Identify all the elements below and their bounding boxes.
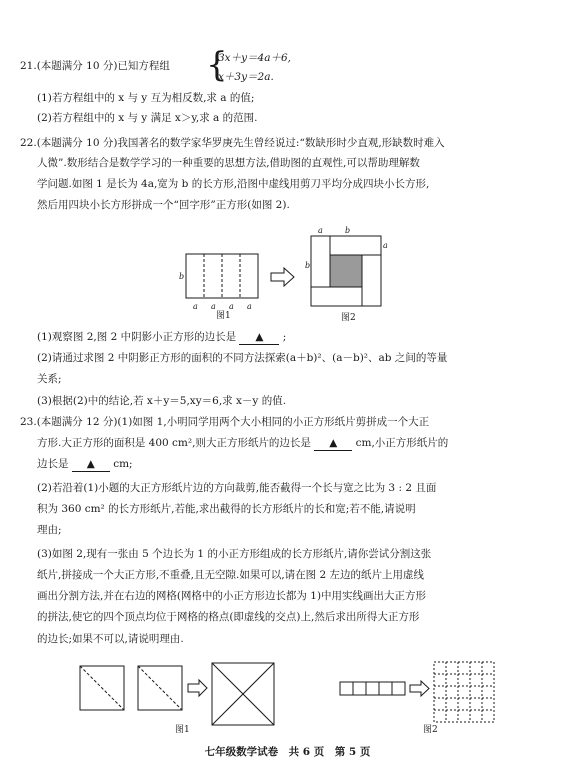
q23-fig2-grid	[434, 662, 494, 722]
q21-part2: (2)若方程组中的 x 与 y 满足 x＞y,求 a 的范围.	[37, 112, 258, 124]
q22-fig1-label-b: b	[179, 272, 185, 281]
q22-fig1-caption: 图1	[216, 311, 231, 321]
q23-fig2-strip	[340, 682, 405, 695]
q23-line10: 的拼法,使它的四个顶点均位于网格的格点(即虚线的交点)上,然后求出所得大正方形	[37, 611, 420, 623]
q23-line3	[37, 457, 133, 472]
q23-fig2-arrow-icon	[410, 681, 429, 696]
q23-fig1-arrow-icon	[188, 680, 207, 696]
q22-part1-end: ;	[282, 331, 287, 343]
q22-part2-cont: 关系;	[37, 373, 62, 385]
q22-line2: 人微”.数形结合是数学学习的一种重要的思想方法,借助图的直观性,可以帮助理解数	[37, 157, 420, 169]
q23-line1: 23.(本题满分 12 分)(1)如图 1,小明同学用两个大小相同的小正方形纸片剪拼成一个大正	[20, 416, 430, 428]
q21-intro: 21.(本题满分 10 分)已知方程组	[20, 60, 170, 72]
q22-fig1-label-a2: a	[211, 302, 216, 311]
q23-line3-end: cm;	[113, 458, 133, 470]
q23-line2	[37, 436, 448, 451]
q23-line8: 纸片,拼接成一个大正方形,不重叠,且无空隙.如果可以,请在图 2 左边的纸片上用虚线	[37, 569, 425, 581]
q22-fig1-label-a4: a	[247, 302, 252, 311]
q23-line4: (2)若沿着(1)小题的大正方形纸片边的方向裁剪,能否截得一个长与宽之比为 3 : 2 且面	[37, 482, 437, 494]
q22-fig2-label-b-left: b	[305, 261, 311, 270]
q23-blank2: ▲	[72, 457, 110, 472]
q22-fig2-shaded-square	[330, 255, 362, 287]
q23-figure1	[70, 660, 290, 732]
q22-line3: 学问题.如图 1 是长为 4a,宽为 b 的长方形,沿图中虚线用剪刀平均分成四块小长方形,	[37, 178, 430, 190]
q22-part1	[37, 330, 286, 345]
q23-line3-text: 边长是	[37, 458, 69, 470]
q21-eq2: x＋3y＝2a.	[218, 71, 274, 83]
q21-eq1: 3x＋y＝4a＋6,	[218, 52, 291, 64]
q22-part1-blank: ▲	[239, 330, 279, 345]
q22-fig2-label-a-right: a	[383, 241, 388, 250]
q21-part1: (1)若方程组中的 x 与 y 互为相反数,求 a 的值;	[37, 92, 255, 104]
q23-line2-end: cm,小正方形纸片的	[355, 437, 449, 449]
q23-line5: 积为 360 cm² 的长方形纸片,若能,求出截得的长方形纸片的长和宽;若不能,请说明	[37, 503, 416, 515]
q22-fig2-label-b-top: b	[345, 226, 351, 235]
q23-line7: (3)如图 2,现有一张由 5 个边长为 1 的小正方形组成的长方形纸片,请你尝试分割这张	[37, 548, 432, 560]
q23-fig1-diag2	[138, 666, 182, 710]
q22-part1-text: (1)观察图 2,图 2 中阴影小正方形的边长是	[37, 331, 237, 343]
page-footer: 七年级数学试卷 共 6 页 第 5 页	[204, 746, 371, 758]
q22-line1: 22.(本题满分 10 分)我国著名的数学家华罗庚先生曾经说过:“数缺形时少直观,形缺数时难入	[20, 137, 445, 149]
q23-fig2-caption: 图2	[423, 725, 438, 735]
q22-line4: 然后用四块小长方形拼成一个“回字形”正方形(如图 2).	[37, 199, 290, 211]
q22-fig2-caption: 图2	[341, 313, 356, 323]
q22-fig2-label-a-top: a	[318, 226, 323, 235]
q23-blank1: ▲	[314, 436, 352, 451]
q23-line9: 画出分割方法,并在右边的网格(网格中的小正方形边长都为 1)中用实线画出大正方形	[37, 590, 427, 602]
q23-line2-text: 方形.大正方形的面积是 400 cm²,则大正方形纸片的边长是	[37, 437, 311, 449]
q22-arrow-icon	[270, 267, 296, 287]
q23-line6: 理由;	[37, 524, 62, 536]
q23-fig1-caption: 图1	[175, 725, 190, 735]
q23-line11: 的边长;如果不可以,请说明理由.	[37, 633, 184, 645]
q22-part3: (3)根据(2)中的结论,若 x＋y＝5,xy＝6,求 x－y 的值.	[37, 395, 287, 407]
q22-fig1-label-a1: a	[193, 302, 198, 311]
q23-figure2	[336, 660, 501, 728]
q23-fig1-diag1	[80, 666, 124, 710]
q22-part2: (2)请通过求图 2 中阴影正方形的面积的不同方法探索(a＋b)²、(a－b)²、ab 之间的等量	[37, 352, 448, 364]
q22-figure2	[305, 226, 388, 312]
q22-fig1-label-a3: a	[229, 302, 234, 311]
q21-brace: {	[206, 45, 228, 85]
